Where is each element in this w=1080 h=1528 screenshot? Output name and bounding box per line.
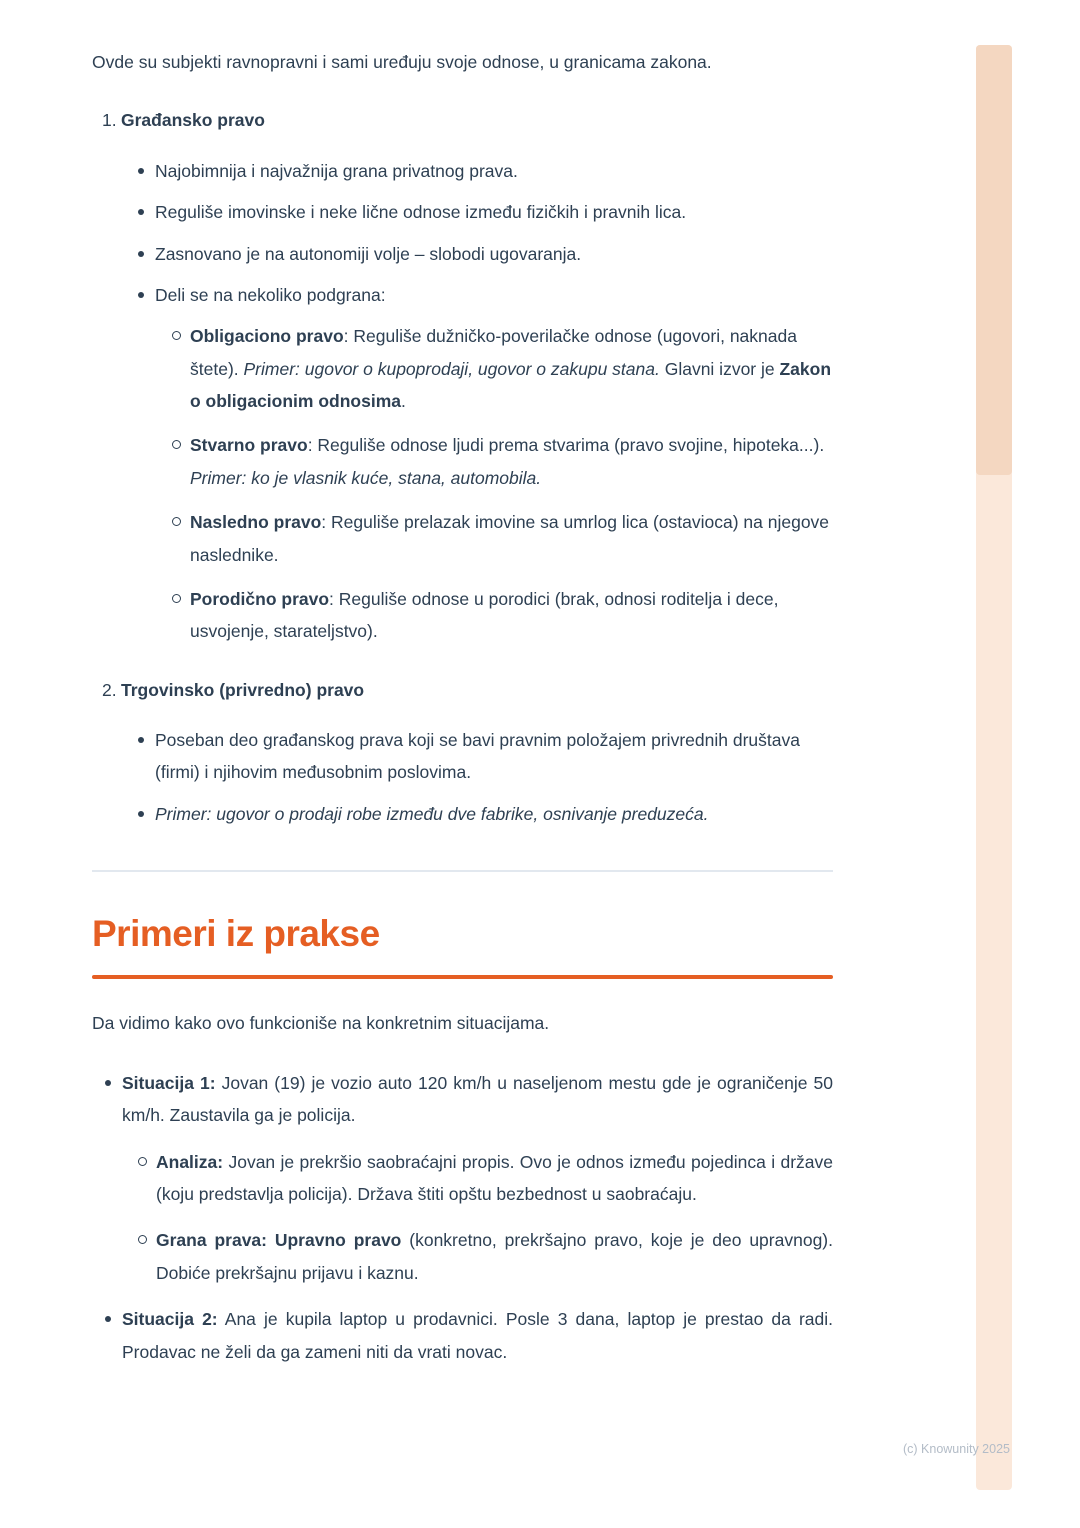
bullet-marker — [172, 506, 190, 526]
bullet-text: Zasnovano je na autonomiji volje – slobodi ugovaranja. — [155, 243, 582, 264]
bullet-marker — [104, 1303, 122, 1322]
bullet-dot-icon — [138, 209, 144, 215]
bullet-text: Reguliše imovinske i neke lične odnose između fizičkih i pravnih lica. — [155, 202, 687, 223]
sub-bullet-item — [138, 1224, 833, 1289]
bullet-dot-icon — [138, 251, 144, 257]
scrollbar-thumb[interactable] — [976, 45, 1012, 475]
sub-bullet-text: Grana prava: Upravno pravo (konkretno, prekršajno pravo, koje je deo upravnog). Dobiće prekršajnu prijavu i kaznu. — [156, 1230, 833, 1283]
bullet-circle-icon — [172, 331, 181, 340]
sub-bullet-item — [172, 506, 833, 571]
bullet-text: Najobimnija i najvažnija grana privatnog prava. — [155, 160, 518, 181]
bullet-item — [137, 155, 833, 187]
bullet-marker — [137, 279, 155, 298]
document-content — [92, 46, 833, 1382]
section-divider — [92, 870, 833, 872]
list-item-title: Građansko pravo — [121, 110, 265, 131]
sub-bullet-item — [138, 1146, 833, 1211]
list-item-title: Trgovinsko (privredno) pravo — [121, 679, 365, 700]
numbered-item-1 — [102, 104, 833, 136]
bullet-circle-icon — [138, 1157, 147, 1166]
sub-bullet-group — [92, 1146, 833, 1290]
sub-bullet-item — [172, 320, 833, 417]
bullet-marker — [172, 320, 190, 340]
intro-paragraph: Ovde su subjekti ravnopravni i sami uređuju svoje odnose, u granicama zakona. — [92, 52, 712, 72]
sub-bullet-text: Analiza: Jovan je prekršio saobraćajni propis. Ovo je odnos između pojedinca i države (koju predstavlja policija). Država štiti opštu bezbednost u saobraćaju. — [156, 1151, 833, 1205]
bullet-marker — [138, 1146, 156, 1166]
situation-text: Situacija 1: Jovan (19) je vozio auto 120 km/h u naseljenom mestu gde je ograničenje 50 km/h. Zaustavila ga je policija. — [122, 1072, 833, 1126]
sub-bullet-text: Obligaciono pravo: Reguliše dužničko-poverilačke odnose (ugovori, naknada štete). Primer: ugovor o kupoprodaji, ugovor o zakupu stana. Glavni izvor je Zakon o obligacionim odnosima. — [190, 326, 832, 411]
situation-item — [104, 1303, 833, 1368]
sub-bullet-text: Stvarno pravo: Reguliše odnose ljudi prema stvarima (pravo svojine, hipoteka...). Primer: ko je vlasnik kuće, stana, automobila. — [190, 435, 825, 488]
numbered-item-2 — [102, 674, 833, 706]
bullet-circle-icon — [172, 517, 181, 526]
bullet-item — [137, 238, 833, 270]
sub-bullet-item — [172, 429, 833, 494]
bullet-marker — [137, 155, 155, 174]
sub-bullet-group — [92, 320, 833, 647]
bullet-circle-icon — [172, 440, 181, 449]
situation-item — [104, 1067, 833, 1132]
sub-bullet-text: Nasledno pravo: Reguliše prelazak imovine sa umrlog lica (ostavioca) na njegove naslednike. — [190, 512, 830, 565]
bullet-marker — [172, 429, 190, 449]
bullet-dot-icon — [138, 292, 144, 298]
bullet-dot-icon — [138, 811, 144, 817]
bullet-text: Primer: ugovor o prodaji robe između dve fabrike, osnivanje preduzeća. — [155, 803, 709, 824]
bullet-marker — [138, 1224, 156, 1244]
bullet-circle-icon — [138, 1235, 147, 1244]
bullet-marker — [137, 798, 155, 817]
bullet-dot-icon — [105, 1080, 111, 1086]
section-heading: Primeri iz prakse — [92, 913, 380, 955]
bullet-dot-icon — [105, 1316, 111, 1322]
copyright-footer: (c) Knowunity 2025 — [902, 1442, 1010, 1456]
bullet-marker — [137, 724, 155, 743]
list-number: 2. — [102, 679, 117, 700]
bullet-marker — [172, 583, 190, 603]
sub-bullet-text: Porodično pravo: Reguliše odnose u porodici (brak, odnosi roditelja i dece, usvojenje, starateljstvo). — [190, 588, 779, 642]
bullet-item — [137, 724, 833, 789]
bullet-circle-icon — [172, 594, 181, 603]
heading-underline — [92, 975, 833, 979]
bullet-text: Poseban deo građanskog prava koji se bavi pravnim položajem privrednih društava (firmi) i njihovim međusobnim poslovima. — [155, 730, 800, 783]
bullet-item — [137, 798, 833, 830]
bullet-dot-icon — [138, 168, 144, 174]
bullet-marker — [104, 1067, 122, 1086]
sub-bullet-item — [172, 583, 833, 648]
list-number: 1. — [102, 110, 117, 131]
bullet-item — [137, 196, 833, 228]
scrollbar-track[interactable] — [976, 45, 1012, 1490]
bullet-marker — [137, 196, 155, 215]
situation-text: Situacija 2: Ana je kupila laptop u prodavnici. Posle 3 dana, laptop je prestao da radi. Prodavac ne želi da ga zameni niti da vrati novac. — [122, 1309, 834, 1362]
bullet-dot-icon — [138, 737, 144, 743]
bullet-marker — [137, 238, 155, 257]
bullet-item — [137, 279, 833, 311]
bullet-text: Deli se na nekoliko podgrana: — [155, 284, 386, 305]
lead-paragraph: Da vidimo kako ovo funkcioniše na konkretnim situacijama. — [92, 1012, 550, 1033]
